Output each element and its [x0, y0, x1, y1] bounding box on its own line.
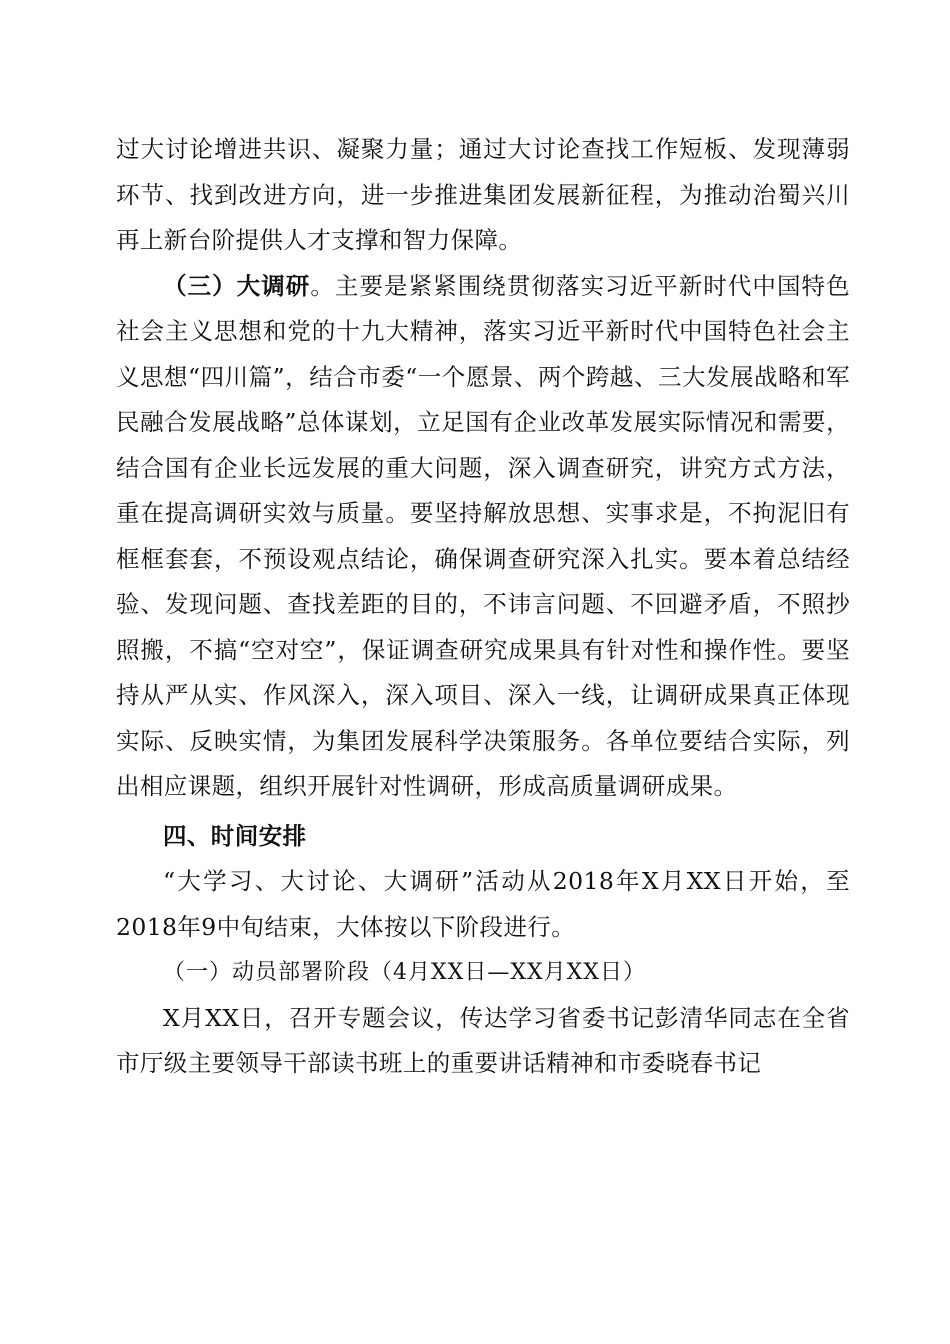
- research-lead: （三）大调研: [163, 271, 311, 300]
- document-page: [116, 127, 850, 1087]
- paragraph-stage1: X月XX日，召开专题会议，传达学习省委书记彭清华同志在全省市厅级主要领导干部读书班上的重要讲话精神和市委晓春书记: [116, 1003, 850, 1077]
- research-body: 。主要是紧紧围绕贯彻落实习近平新时代中国特色社会主义思想和党的十九大精神，落实习近平新时代中国特色社会主义思想“四川篇”，结合市委“一个愿景、两个跨越、三大发展战略和军民融合发展战略”总体谋划，立足国有企业改革发展实际情况和需要，结合国有企业长远发展的重大问题，深入调查研究，讲究方式方法，重在提高调研实效与质量。要坚持解放思想、实事求是，不拘泥旧有框框套套，不预设观点结论，确保调查研究深入扎实。要本着总结经验、发现问题、查找差距的目的，不讳言问题、不回避矛盾，不照抄照搬，不搞“空对空”，保证调查研究成果具有针对性和操作性。要坚持从严从实、作风深入，深入项目、深入一线，让调研成果真正体现实际、反映实情，为集团发展科学决策服务。各单位要结合实际，列出相应课题，组织开展针对性调研，形成高质量调研成果。: [116, 271, 850, 800]
- stage1-heading: （一）动员部署阶段（4月XX日—XX月XX日）: [163, 960, 646, 985]
- section-heading-schedule: 四、时间安排: [163, 821, 307, 850]
- paragraph-schedule: “大学习、大讨论、大调研”活动从2018年X月XX日开始，至2018年9中旬结束，大体按以下阶段进行。: [116, 867, 850, 941]
- paragraph-1: 过大讨论增进共识、凝聚力量；通过大讨论查找工作短板、发现薄弱环节、找到改进方向，进一步推进集团发展新征程，为推动治蜀兴川再上新台阶提供人才支撑和智力保障。: [116, 135, 850, 254]
- paragraph-research: [116, 264, 850, 810]
